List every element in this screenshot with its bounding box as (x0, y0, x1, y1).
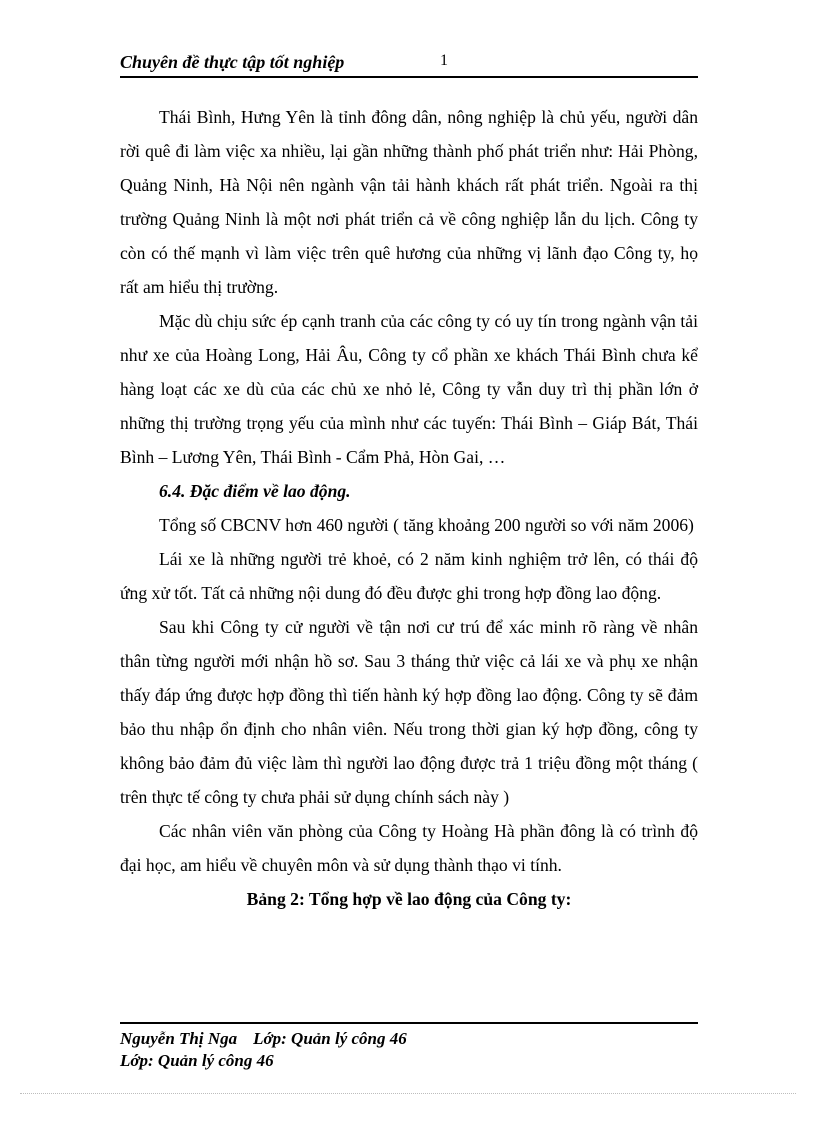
paragraph-staff-count: Tổng số CBCNV hơn 460 người ( tăng khoảng 200 người so với năm 2006) (159, 515, 694, 535)
header-title: Chuyên đề thực tập tốt nghiệp (120, 52, 345, 72)
paragraph-recruitment: Sau khi Công ty cử người về tận nơi cư trú để xác minh rõ ràng về nhân thân từng người mới nhận hồ sơ. Sau 3 tháng thử việc cả lái xe và phụ xe nhận thấy đáp ứng được hợp đồng thì tiến hành ký hợp đồng lao động. Công ty sẽ đảm bảo thu nhập ổn định cho nhân viên. Nếu trong thời gian ký hợp đồng, công ty không bảo đảm đủ việc làm thì người lao động được trả 1 triệu đồng một tháng ( trên thực tế công ty chưa phải sử dụng chính sách này ) (120, 617, 698, 807)
footer-line-1 (120, 1028, 698, 1050)
paragraph-market: Thái Bình, Hưng Yên là tỉnh đông dân, nông nghiệp là chủ yếu, người dân rời quê đi làm việc xa nhiều, lại gần những thành phố phát triển như: Hải Phòng, Quảng Ninh, Hà Nội nên ngành vận tải hành khách rất phát triển. Ngoài ra thị trường Quảng Ninh là một nơi phát triển cả về công nghiệp lẫn du lịch. Công ty còn có thế mạnh vì làm việc trên quê hương của những vị lãnh đạo Công ty, họ rất am hiểu thị trường. (120, 107, 698, 297)
document-body (120, 100, 698, 916)
section-heading: 6.4. Đặc điểm về lao động. (159, 481, 351, 501)
page-header (120, 52, 698, 78)
paragraph-drivers: Lái xe là những người trẻ khoẻ, có 2 năm kinh nghiệm trở lên, có thái độ ứng xử tốt. Tất cả những nội dung đó đều được ghi trong hợp đồng lao động. (120, 549, 698, 603)
footer-author: Nguyễn Thị Nga (120, 1029, 238, 1048)
table-caption: Bảng 2: Tổng hợp về lao động của Công ty: (246, 889, 572, 909)
page-number: 1 (440, 52, 448, 69)
page-boundary-divider (20, 1093, 796, 1094)
footer-class-2: Lớp: Quản lý công 46 (120, 1051, 274, 1070)
paragraph-competition: Mặc dù chịu sức ép cạnh tranh của các công ty có uy tín trong ngành vận tải như xe của Hoàng Long, Hải Âu, Công ty cổ phần xe khách Thái Bình chưa kể hàng loạt các xe dù của các chủ xe nhỏ lẻ, Công ty vẫn duy trì thị phần lớn ở những thị trường trọng yếu của mình như các tuyến: Thái Bình – Giáp Bát, Thái Bình – Lương Yên, Thái Bình - Cẩm Phả, Hòn Gai, … (120, 311, 698, 467)
paragraph-office-staff: Các nhân viên văn phòng của Công ty Hoàng Hà phần đông là có trình độ đại học, am hiểu về chuyên môn và sử dụng thành thạo vi tính. (120, 821, 698, 875)
page-footer (120, 1022, 698, 1072)
footer-class-1: Lớp: Quản lý công 46 (253, 1029, 407, 1048)
